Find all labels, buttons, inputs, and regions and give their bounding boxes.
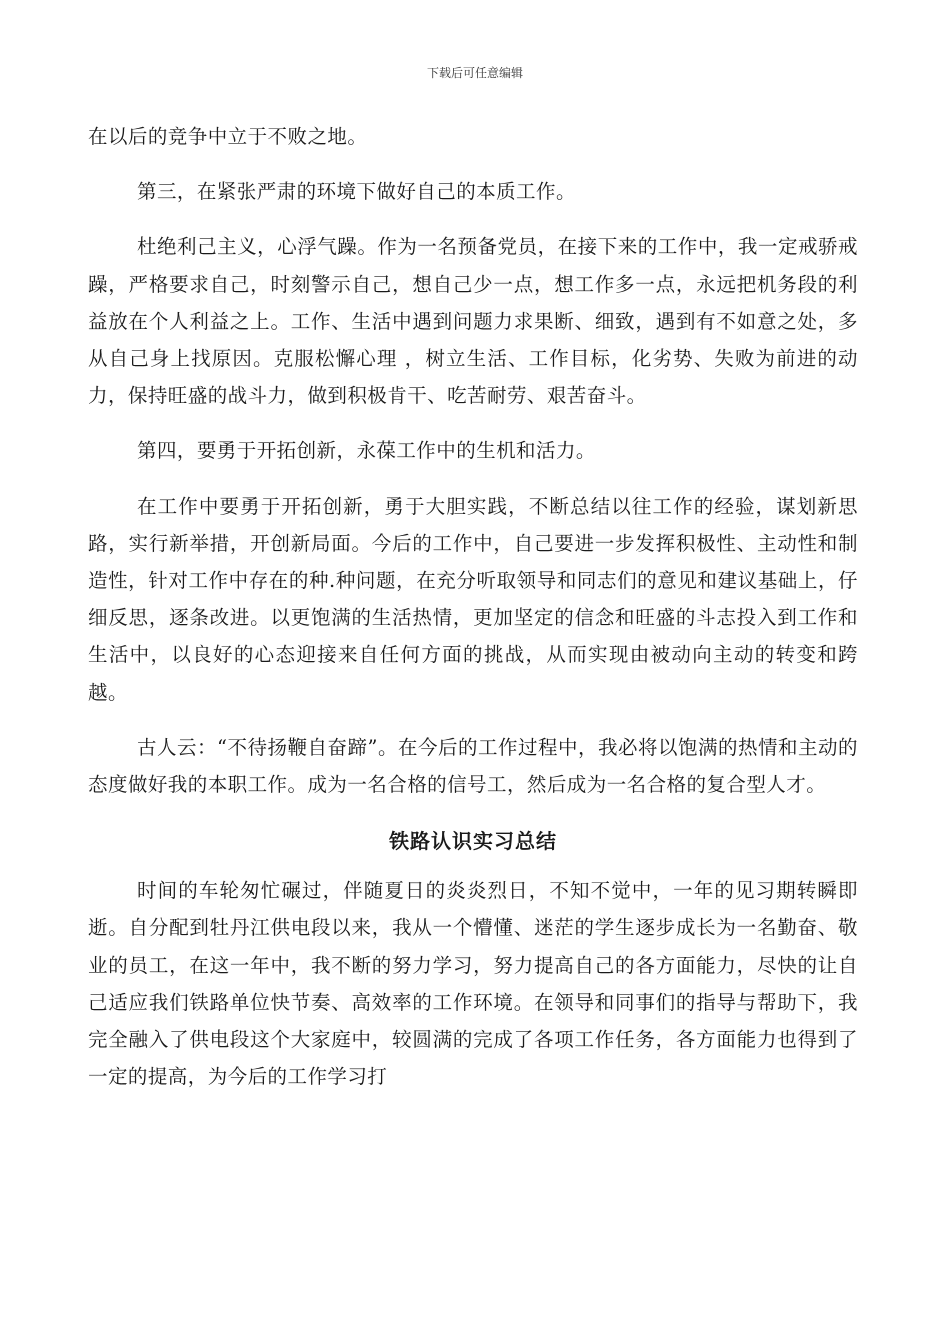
paragraph: 杜绝利己主义，心浮气躁。作为一名预备党员，在接下来的工作中，我一定戒骄戒躁，严格要求自己，时刻警示自己，想自己少一点，想工作多一点，永远把机务段的利益放在个人利益之上。工作、生活中遇到问题力求果断、细致，遇到有不如意之处，多从自己身上找原因。克服松懈心理 ，树立生活、工作目标，化劣势、失败为前进的动力，保持旺盛的战斗力，做到积极肯干、吃苦耐劳、艰苦奋斗。 (88, 235, 858, 408)
paragraph: 在工作中要勇于开拓创新，勇于大胆实践，不断总结以往工作的经验，谋划新思路，实行新举措，开创新局面。今后的工作中，自己要进一步发挥积极性、主动性和制造性，针对工作中存在的种.种问题，在充分听取领导和同志们的意见和建议基础上，仔细反思，逐条改进。以更饱满的生活热情，更加坚定的信念和旺盛的斗志投入到工作和生活中，以良好的心态迎接来自任何方面的挑战，从而实现由被动向主动的转变和跨越。 (88, 494, 858, 704)
page-header: 下载后可任意编辑 (426, 66, 523, 80)
paragraph: 时间的车轮匆忙碾过，伴随夏日的炎炎烈日，不知不觉中，一年的见习期转瞬即逝。自分配到牡丹江供电段以来，我从一个懵懂、迷茫的学生逐步成长为一名勤奋、敬业的员工，在这一年中，我不断的努力学习，努力提高自己的各方面能力，尽快的让自己适应我们铁路单位快节奏、高效率的工作环境。在领导和同事们的指导与帮助下，我完全融入了供电段这个大家庭中，较圆满的完成了各项工作任务，各方面能力也得到了一定的提高，为今后的工作学习打 (88, 879, 858, 1089)
paragraph: 第四，要勇于开拓创新，永葆工作中的生机和活力。 (137, 439, 596, 463)
paragraph: 在以后的竞争中立于不败之地。 (88, 125, 368, 148)
paragraph: 第三，在紧张严肃的环境下做好自己的本质工作。 (137, 180, 576, 204)
section-title: 铁路认识实习总结 (389, 829, 557, 854)
paragraph: 古人云：“不待扬鞭自奋蹄”。在今后的工作过程中，我必将以饱满的热情和主动的态度做好我的本职工作。成为一名合格的信号工，然后成为一名合格的复合型人才。 (88, 735, 858, 797)
document-body (88, 118, 858, 1095)
